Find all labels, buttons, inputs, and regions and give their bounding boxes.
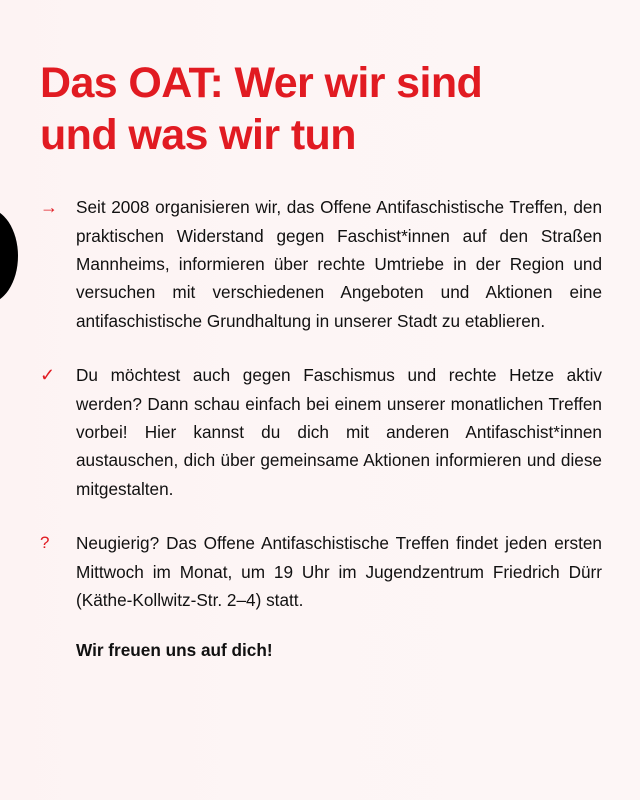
question-marker-icon: ? xyxy=(40,533,50,553)
arrow-marker-icon: → xyxy=(40,197,58,218)
body-content xyxy=(40,176,602,690)
text-block-2 xyxy=(40,361,602,503)
closing-line: Wir freuen uns auf dich! xyxy=(76,640,273,661)
page-title-line-2: und was wir tun xyxy=(40,111,356,160)
paragraph-2: Du möchtest auch gegen Faschismus und rechte Hetze aktiv werden? Dann schau einfach bei einem unserer monatlichen Treffen vorbei! Hier kannst du dich mit anderen Antifaschist*innen austauschen, dich über gemeinsame Aktionen informieren und diese mitgestalten. xyxy=(76,365,602,499)
text-block-3 xyxy=(40,529,602,664)
paragraph-1: Seit 2008 organisieren wir, das Offene Antifaschistische Treffen, den praktischen Widerstand gegen Faschist*innen auf den Straßen Mannheims, informieren über rechte Umtriebe in der Region und versuchen mit verschiedenen Angeboten und Aktionen eine antifaschistische Grundhaltung in unserer Stadt zu etablieren. xyxy=(76,197,602,331)
page-title-line-1: Das OAT: Wer wir sind xyxy=(40,58,483,107)
text-block-1 xyxy=(40,193,602,335)
check-marker-icon: ✓ xyxy=(40,365,56,386)
page-title xyxy=(40,57,600,162)
decorative-circle xyxy=(0,208,18,304)
paragraph-3: Neugierig? Das Offene Antifaschistische Treffen findet jeden ersten Mittwoch im Monat, um 19 Uhr im Jugendzentrum Friedrich Dürr (Käthe-Kollwitz-Str. 2–4) statt. xyxy=(76,533,602,611)
